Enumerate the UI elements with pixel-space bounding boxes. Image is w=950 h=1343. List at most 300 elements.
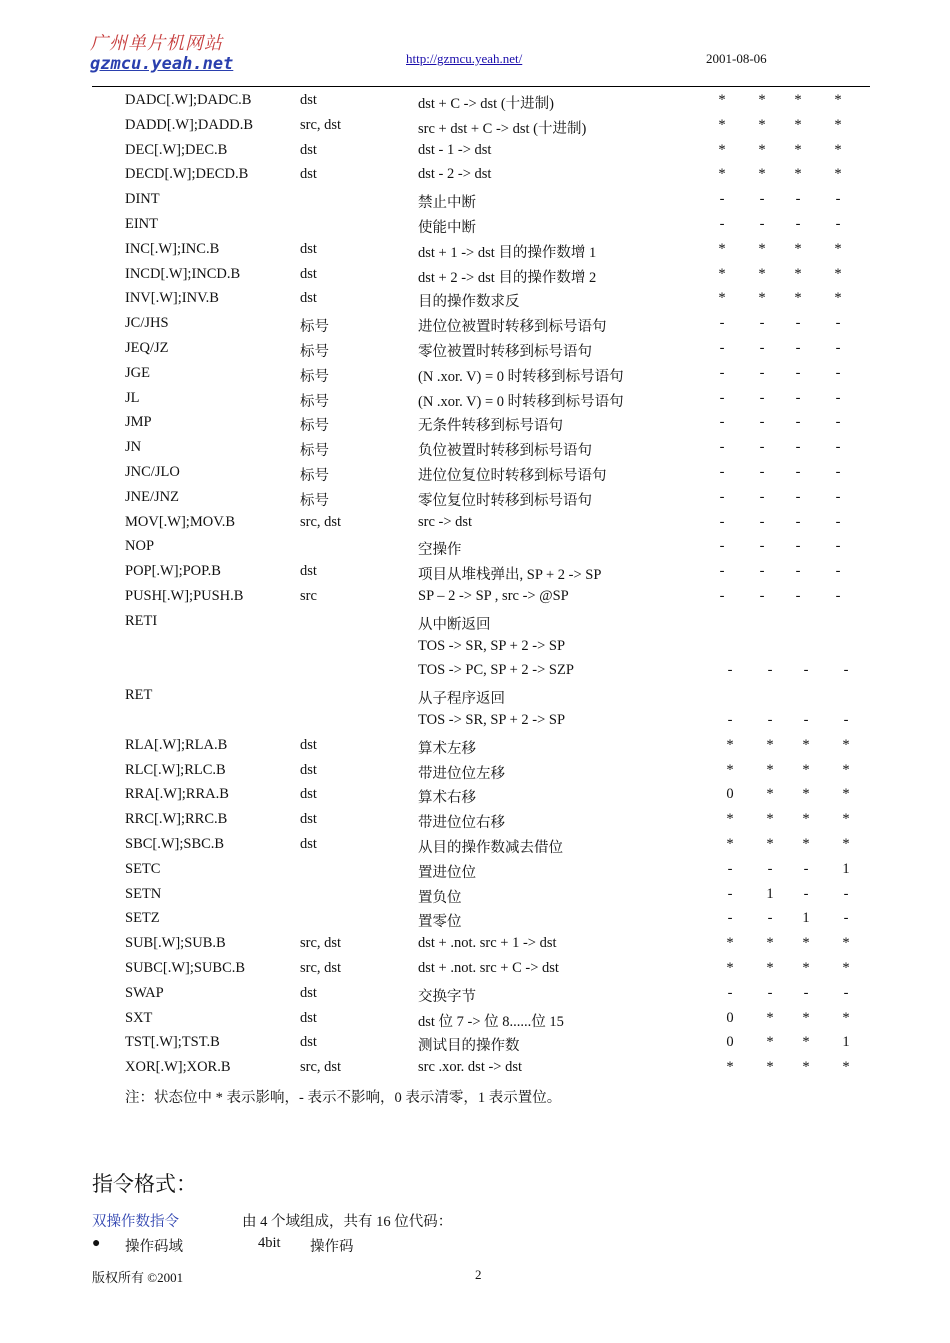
status-flag: * bbox=[842, 960, 850, 976]
opcode-field-desc: 操作码 bbox=[310, 1239, 354, 1255]
section-title: 指令格式： bbox=[92, 1172, 197, 1196]
double-operand-label: 双操作数指令 bbox=[92, 1214, 179, 1230]
instruction-description: 从中断返回 bbox=[418, 616, 491, 633]
instruction-mnemonic: JMP bbox=[125, 414, 152, 431]
status-flag: - bbox=[759, 216, 765, 232]
table-row bbox=[0, 811, 950, 835]
instruction-mnemonic: DEC[.W];DEC.B bbox=[125, 141, 228, 158]
status-flag: 0 bbox=[726, 1009, 734, 1026]
table-row bbox=[0, 166, 950, 190]
footer-page-number: 2 bbox=[475, 1267, 482, 1282]
instruction-operands: dst bbox=[300, 240, 317, 257]
instruction-description: 从子程序返回 bbox=[418, 691, 505, 708]
status-flag: * bbox=[842, 811, 850, 828]
table-row bbox=[0, 588, 950, 612]
status-flag: * bbox=[834, 265, 842, 282]
status-flag: 1 bbox=[842, 860, 850, 877]
instruction-description: TOS -> SR, SP + 2 -> SP bbox=[418, 712, 566, 728]
status-flag: - bbox=[795, 191, 801, 208]
instruction-description: dst - 1 -> dst bbox=[418, 141, 492, 158]
instruction-description: 算术右移 bbox=[418, 790, 476, 807]
instruction-mnemonic: RRA[.W];RRA.B bbox=[125, 786, 229, 803]
instruction-mnemonic: SXT bbox=[125, 1009, 153, 1026]
status-flag: * bbox=[766, 761, 774, 778]
status-flag: - bbox=[759, 389, 765, 406]
table-row bbox=[0, 315, 950, 339]
instruction-operands: dst bbox=[300, 563, 317, 580]
status-flag: * bbox=[802, 935, 810, 952]
table-row bbox=[0, 613, 950, 637]
instruction-mnemonic: SETZ bbox=[125, 910, 160, 927]
status-flag: - bbox=[759, 439, 765, 456]
instruction-mnemonic: RRC[.W];RRC.B bbox=[125, 811, 228, 828]
instruction-description: 测试目的操作数 bbox=[418, 1038, 520, 1055]
instruction-description: 目的操作数求反 bbox=[418, 294, 520, 311]
instruction-operands: 标号 bbox=[300, 368, 329, 385]
instruction-description: 带进位位右移 bbox=[418, 815, 505, 832]
status-flag: * bbox=[766, 935, 774, 952]
table-row bbox=[0, 985, 950, 1009]
status-flag: - bbox=[727, 860, 733, 877]
status-flag: - bbox=[719, 563, 725, 580]
table-row bbox=[0, 786, 950, 810]
table-row bbox=[0, 662, 950, 686]
status-flag: - bbox=[719, 588, 725, 604]
instruction-mnemonic: JNE/JNZ bbox=[125, 488, 179, 505]
status-flag: - bbox=[759, 513, 765, 530]
status-flag: * bbox=[842, 736, 850, 753]
status-flag: 0 bbox=[726, 786, 734, 803]
table-row bbox=[0, 836, 950, 860]
status-flag: * bbox=[842, 761, 850, 778]
instruction-mnemonic: MOV[.W];MOV.B bbox=[125, 513, 236, 530]
footer-copyright: 版权所有 ©2001 bbox=[92, 1270, 184, 1285]
instruction-mnemonic: INCD[.W];INCD.B bbox=[125, 265, 241, 282]
instruction-mnemonic: SBC[.W];SBC.B bbox=[125, 836, 225, 852]
status-flag: * bbox=[842, 786, 850, 803]
table-row bbox=[0, 414, 950, 438]
double-operand-desc: 由 4 个域组成，共有 16 位代码： bbox=[242, 1214, 453, 1230]
status-flag: - bbox=[843, 885, 849, 902]
instruction-description: 交换字节 bbox=[418, 988, 476, 1005]
site-logo bbox=[90, 34, 233, 74]
status-flag: - bbox=[759, 588, 765, 604]
instruction-mnemonic: JL bbox=[125, 389, 140, 406]
status-flag: * bbox=[802, 1009, 810, 1026]
instruction-mnemonic: SETN bbox=[125, 885, 162, 902]
status-flag: - bbox=[803, 885, 809, 902]
status-flag: * bbox=[758, 92, 766, 108]
status-flag: * bbox=[718, 116, 726, 133]
instruction-description: 置进位位 bbox=[418, 864, 476, 881]
status-flag: - bbox=[719, 513, 725, 530]
instruction-mnemonic: DADD[.W];DADD.B bbox=[125, 116, 254, 133]
status-flag: * bbox=[766, 836, 774, 852]
status-flag: * bbox=[794, 92, 802, 108]
status-flag: - bbox=[759, 538, 765, 555]
status-flag: * bbox=[718, 141, 726, 158]
status-flag: - bbox=[759, 340, 765, 356]
status-flag: * bbox=[834, 240, 842, 257]
status-flag: - bbox=[759, 414, 765, 431]
status-flag: - bbox=[795, 216, 801, 232]
format-line-double-operand bbox=[92, 1210, 792, 1232]
table-row bbox=[0, 910, 950, 934]
instruction-description: TOS -> SR, SP + 2 -> SP bbox=[418, 637, 566, 654]
status-flag: * bbox=[802, 736, 810, 753]
table-row bbox=[0, 390, 950, 414]
instruction-operands: src bbox=[300, 588, 317, 604]
status-flag: - bbox=[767, 860, 773, 877]
opcode-field-bits: 4bit bbox=[258, 1235, 281, 1251]
status-flag: * bbox=[766, 811, 774, 828]
table-row bbox=[0, 638, 950, 662]
status-flag: - bbox=[727, 662, 733, 679]
instruction-mnemonic: RLA[.W];RLA.B bbox=[125, 736, 228, 753]
instruction-mnemonic: TST[.W];TST.B bbox=[125, 1034, 220, 1051]
instruction-mnemonic: SETC bbox=[125, 860, 161, 877]
opcode-field-label: 操作码域 bbox=[125, 1239, 183, 1255]
instruction-description: 进位位复位时转移到标号语句 bbox=[418, 468, 607, 484]
instruction-description: 置负位 bbox=[418, 889, 462, 906]
table-row bbox=[0, 514, 950, 538]
status-flag: * bbox=[842, 1059, 850, 1076]
status-flag: 1 bbox=[842, 1034, 850, 1051]
status-flag: - bbox=[795, 488, 801, 505]
status-flag: * bbox=[842, 836, 850, 852]
instruction-description: src -> dst bbox=[418, 513, 473, 530]
instruction-description: dst + C -> dst (十进制) bbox=[418, 96, 554, 112]
instruction-mnemonic: RETI bbox=[125, 612, 158, 629]
instruction-description: 零位被置时转移到标号语句 bbox=[418, 344, 592, 360]
status-flag: * bbox=[802, 1034, 810, 1051]
status-flag: * bbox=[718, 240, 726, 257]
status-flag: - bbox=[727, 885, 733, 902]
table-row bbox=[0, 464, 950, 488]
instruction-mnemonic: NOP bbox=[125, 538, 155, 555]
table-row bbox=[0, 489, 950, 513]
status-flag: - bbox=[835, 538, 841, 555]
status-flag: - bbox=[719, 216, 725, 232]
instruction-operands: 标号 bbox=[300, 418, 329, 435]
header-site-link[interactable]: http://gzmcu.yeah.net/ bbox=[406, 51, 523, 66]
status-flag: - bbox=[759, 464, 765, 480]
status-flag: - bbox=[835, 364, 841, 381]
status-flag: - bbox=[759, 488, 765, 505]
instruction-mnemonic: JGE bbox=[125, 364, 150, 381]
status-flag: - bbox=[795, 389, 801, 406]
instruction-operands: dst bbox=[300, 761, 317, 778]
header-date: 2001-08-06 bbox=[706, 51, 767, 66]
status-flag: - bbox=[719, 464, 725, 480]
instruction-mnemonic: SUB[.W];SUB.B bbox=[125, 935, 226, 952]
instruction-description: (N .xor. V) = 0 时转移到标号语句 bbox=[418, 368, 624, 385]
instruction-description: dst + .not. src + C -> dst bbox=[418, 960, 559, 976]
status-flag: - bbox=[843, 662, 849, 679]
status-flag: - bbox=[795, 563, 801, 580]
instruction-operands: dst bbox=[300, 166, 317, 183]
table-row bbox=[0, 538, 950, 562]
instruction-operands: src, dst bbox=[300, 513, 342, 530]
instruction-description: 负位被置时转移到标号语句 bbox=[418, 443, 592, 460]
instruction-description: 进位位被置时转移到标号语句 bbox=[418, 319, 607, 336]
status-flag: - bbox=[795, 439, 801, 456]
instruction-description: 禁止中断 bbox=[418, 195, 476, 212]
instruction-mnemonic: SUBC[.W];SUBC.B bbox=[125, 960, 246, 976]
status-flag: * bbox=[766, 1009, 774, 1026]
status-flag: - bbox=[719, 439, 725, 456]
logo-domain-text[interactable]: gzmcu.yeah.net bbox=[90, 54, 234, 74]
instruction-mnemonic: DECD[.W];DECD.B bbox=[125, 166, 249, 183]
status-flag: - bbox=[803, 984, 809, 1001]
status-flag: * bbox=[758, 290, 766, 307]
instruction-mnemonic: POP[.W];POP.B bbox=[125, 563, 221, 580]
table-row bbox=[0, 439, 950, 463]
instruction-operands: dst bbox=[300, 1009, 317, 1026]
status-flag: * bbox=[794, 290, 802, 307]
status-flag: * bbox=[726, 811, 734, 828]
status-flag: - bbox=[719, 414, 725, 431]
status-flag: - bbox=[835, 340, 841, 356]
status-flag: - bbox=[835, 488, 841, 505]
instruction-description: 无条件转移到标号语句 bbox=[418, 418, 563, 435]
status-flag: - bbox=[835, 389, 841, 406]
instruction-operands: dst bbox=[300, 1034, 317, 1051]
instruction-description: (N .xor. V) = 0 时转移到标号语句 bbox=[418, 393, 624, 410]
status-flag: * bbox=[758, 141, 766, 158]
instruction-mnemonic: XOR[.W];XOR.B bbox=[125, 1059, 231, 1076]
instruction-operands: 标号 bbox=[300, 443, 329, 460]
instruction-operands: dst bbox=[300, 786, 317, 803]
instruction-mnemonic: INV[.W];INV.B bbox=[125, 290, 219, 307]
status-flag: - bbox=[795, 588, 801, 604]
status-flag: - bbox=[803, 712, 809, 728]
instruction-operands: dst bbox=[300, 811, 317, 828]
status-flag: - bbox=[727, 984, 733, 1001]
status-flag: * bbox=[758, 265, 766, 282]
status-flag: - bbox=[803, 860, 809, 877]
status-flag: * bbox=[794, 240, 802, 257]
table-row bbox=[0, 737, 950, 761]
status-flag: * bbox=[834, 92, 842, 108]
status-flag: * bbox=[802, 811, 810, 828]
status-flag: - bbox=[795, 513, 801, 530]
status-flag: - bbox=[719, 364, 725, 381]
status-flag: - bbox=[759, 563, 765, 580]
status-flag: * bbox=[842, 935, 850, 952]
instruction-operands: src, dst bbox=[300, 116, 342, 133]
instruction-operands: 标号 bbox=[300, 393, 329, 410]
status-flag: - bbox=[835, 588, 841, 604]
instruction-operands: src, dst bbox=[300, 935, 342, 952]
status-flag: * bbox=[794, 141, 802, 158]
table-row bbox=[0, 117, 950, 141]
table-row bbox=[0, 1034, 950, 1058]
table-row bbox=[0, 960, 950, 984]
status-flag: * bbox=[766, 736, 774, 753]
table-row bbox=[0, 762, 950, 786]
instruction-mnemonic: PUSH[.W];PUSH.B bbox=[125, 588, 244, 604]
instruction-operands: 标号 bbox=[300, 468, 329, 484]
instruction-description: dst + 2 -> dst 目的操作数增 2 bbox=[418, 269, 597, 286]
status-flag: - bbox=[759, 315, 765, 332]
table-row bbox=[0, 563, 950, 587]
status-flag: * bbox=[718, 166, 726, 183]
status-flag: * bbox=[726, 761, 734, 778]
status-flag: - bbox=[719, 340, 725, 356]
instruction-operands: dst bbox=[300, 736, 317, 753]
table-row bbox=[0, 241, 950, 265]
status-flag: - bbox=[795, 414, 801, 431]
status-flag: * bbox=[794, 166, 802, 183]
table-row bbox=[0, 365, 950, 389]
instruction-mnemonic: DINT bbox=[125, 191, 160, 208]
instruction-operands: dst bbox=[300, 92, 317, 108]
status-flag: - bbox=[835, 216, 841, 232]
status-flag: * bbox=[794, 116, 802, 133]
instruction-description: 算术左移 bbox=[418, 740, 476, 757]
status-flag: - bbox=[759, 191, 765, 208]
status-flag: * bbox=[802, 836, 810, 852]
status-flag: - bbox=[767, 712, 773, 728]
instruction-description: src .xor. dst -> dst bbox=[418, 1059, 523, 1076]
instruction-operands: dst bbox=[300, 290, 317, 307]
status-flag: - bbox=[719, 191, 725, 208]
status-flag: - bbox=[767, 910, 773, 927]
status-flag: - bbox=[795, 464, 801, 480]
table-row bbox=[0, 340, 950, 364]
status-flag: - bbox=[795, 340, 801, 356]
status-flag: * bbox=[794, 265, 802, 282]
instruction-mnemonic: DADC[.W];DADC.B bbox=[125, 92, 252, 108]
instruction-description: 零位复位时转移到标号语句 bbox=[418, 492, 592, 509]
instruction-mnemonic: JC/JHS bbox=[125, 315, 169, 332]
status-flag: * bbox=[758, 116, 766, 133]
status-flag: * bbox=[718, 265, 726, 282]
status-flag: - bbox=[719, 389, 725, 406]
status-flag: 0 bbox=[726, 1034, 734, 1051]
instruction-description: 置零位 bbox=[418, 914, 462, 931]
status-flag: - bbox=[795, 364, 801, 381]
format-line-opcode bbox=[92, 1235, 792, 1257]
status-flag: - bbox=[803, 662, 809, 679]
status-flag: * bbox=[758, 240, 766, 257]
status-flag: * bbox=[802, 786, 810, 803]
status-flag: - bbox=[835, 563, 841, 580]
instruction-description: TOS -> PC, SP + 2 -> SZP bbox=[418, 662, 574, 679]
instruction-description: 空操作 bbox=[418, 542, 462, 559]
status-flag: * bbox=[766, 1034, 774, 1051]
status-flag: * bbox=[718, 290, 726, 307]
status-flag: - bbox=[767, 662, 773, 679]
status-flag: * bbox=[802, 960, 810, 976]
instruction-description: 使能中断 bbox=[418, 220, 476, 236]
status-flag: * bbox=[834, 166, 842, 183]
status-flag: * bbox=[834, 141, 842, 158]
instruction-operands: 标号 bbox=[300, 344, 329, 360]
table-row bbox=[0, 290, 950, 314]
status-flag: * bbox=[726, 836, 734, 852]
table-row bbox=[0, 935, 950, 959]
instruction-operands: dst bbox=[300, 836, 317, 852]
bullet-icon: ● bbox=[92, 1236, 101, 1251]
status-flag: * bbox=[834, 290, 842, 307]
status-flag: * bbox=[766, 1059, 774, 1076]
instruction-operands: dst bbox=[300, 984, 317, 1001]
instruction-mnemonic: JEQ/JZ bbox=[125, 340, 169, 356]
status-flag: - bbox=[719, 315, 725, 332]
table-row bbox=[0, 886, 950, 910]
instruction-operands: dst bbox=[300, 265, 317, 282]
status-flag: - bbox=[835, 414, 841, 431]
instruction-description: 从目的操作数减去借位 bbox=[418, 840, 563, 856]
status-flag: * bbox=[802, 1059, 810, 1076]
status-flag: * bbox=[718, 92, 726, 108]
instruction-description: 项目从堆栈弹出, SP + 2 -> SP bbox=[418, 567, 602, 584]
status-flag: * bbox=[802, 761, 810, 778]
table-row bbox=[0, 687, 950, 711]
status-flag: - bbox=[719, 488, 725, 505]
instruction-description: dst 位 7 -> 位 8......位 15 bbox=[418, 1013, 564, 1030]
status-flag: - bbox=[835, 315, 841, 332]
status-flag: - bbox=[835, 191, 841, 208]
instruction-operands: 标号 bbox=[300, 492, 329, 509]
instruction-description: SP – 2 -> SP , src -> @SP bbox=[418, 588, 569, 604]
instruction-mnemonic: SWAP bbox=[125, 984, 164, 1001]
table-row bbox=[0, 92, 950, 116]
instruction-description: dst - 2 -> dst bbox=[418, 166, 492, 183]
instruction-mnemonic: INC[.W];INC.B bbox=[125, 240, 220, 257]
status-flag: - bbox=[759, 364, 765, 381]
instruction-mnemonic: RET bbox=[125, 687, 153, 704]
table-row bbox=[0, 216, 950, 240]
status-flag: * bbox=[726, 736, 734, 753]
status-flag: 1 bbox=[802, 910, 810, 927]
table-row bbox=[0, 1059, 950, 1083]
status-flag: * bbox=[758, 166, 766, 183]
status-flag: - bbox=[835, 439, 841, 456]
instruction-operands: src, dst bbox=[300, 1059, 342, 1076]
table-row bbox=[0, 266, 950, 290]
status-flag: - bbox=[767, 984, 773, 1001]
flags-note: 注：状态位中 * 表示影响，- 表示不影响，0 表示清零，1 表示置位。 bbox=[125, 1090, 562, 1106]
status-flag: 1 bbox=[766, 885, 774, 902]
table-row bbox=[0, 191, 950, 215]
status-flag: * bbox=[766, 960, 774, 976]
instruction-operands: dst bbox=[300, 141, 317, 158]
status-flag: * bbox=[834, 116, 842, 133]
instruction-mnemonic: EINT bbox=[125, 216, 159, 232]
status-flag: - bbox=[843, 984, 849, 1001]
table-row bbox=[0, 142, 950, 166]
status-flag: - bbox=[727, 910, 733, 927]
status-flag: * bbox=[766, 786, 774, 803]
table-row bbox=[0, 1010, 950, 1034]
status-flag: - bbox=[843, 910, 849, 927]
instruction-description: dst + .not. src + 1 -> dst bbox=[418, 935, 557, 952]
header-divider bbox=[92, 86, 870, 87]
status-flag: - bbox=[719, 538, 725, 555]
status-flag: * bbox=[726, 960, 734, 976]
table-row bbox=[0, 712, 950, 736]
status-flag: * bbox=[726, 1059, 734, 1076]
instruction-operands: 标号 bbox=[300, 319, 329, 336]
logo-chinese-text: 广州单片机网站 bbox=[90, 33, 223, 54]
instruction-mnemonic: RLC[.W];RLC.B bbox=[125, 761, 226, 778]
status-flag: - bbox=[835, 464, 841, 480]
instruction-description: src + dst + C -> dst (十进制) bbox=[418, 120, 587, 137]
status-flag: * bbox=[842, 1009, 850, 1026]
